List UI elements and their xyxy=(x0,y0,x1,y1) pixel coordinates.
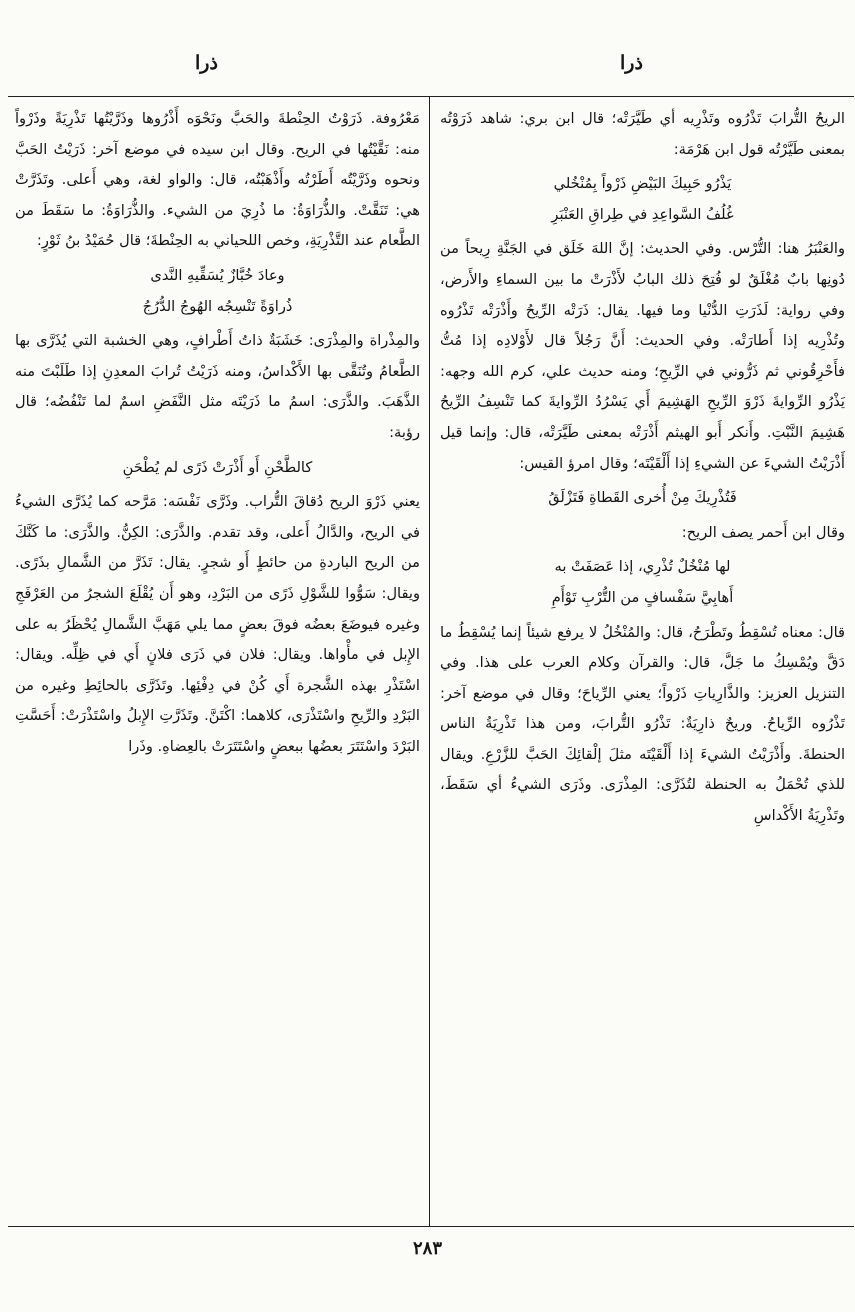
paragraph: يعني ذَرْوَ الريح دُقاقَ التُّراب. وذَرَّى نَفْسَه: مَرَّحه كما يُذَرَّى الشيءُ في الريح، والدَّالُ أَعلى، وقد تقدم. والذَّرَى: الكِنُّ. والذَّرَى: ما كَنَّكَ من الريح الباردةِ من حائطٍ أَو شجرٍ. يقال: تَذَرَّ من الشَّمالِ بذَرًى. ويقال: سَوُّوا للشَّوْلِ ذَرًى من البَرْدِ، وهو أَن يُقْلَعَ الشجرُ من العَرْفَجِ وغيره فيوضَعَ بعضُه فوقَ بعضٍ مما يلي مَهَبَّ الشَّمالِ يُحْظَرُ به على الإِبل في مأْواها. ويقال: فلان في ذَرَى فلانٍ أَي في ظِلِّه. ويقال: اسْتَذْرِ بهذه الشَّجرة أَي كُنْ في دِفْئِها. وتَذَرَّى بالحائِطِ وغيره من البَرْدِ والرِّيحِ واسْتَذْرَى، كلاهما: اكْتَنَّ. وتَذَرَّتِ الإِبلُ واسْتَذْرَتْ: أَحَسَّتِ البَرْدَ واسْتَتَرَ بعضُها ببعضٍ واسْتَتَرَتْ بالعِضاهِ. وذَرا xyxy=(15,493,420,755)
verse-line: كالطَّحْنِ أَو أَذْرَتْ ذَرًى لم يُطْحَنِ xyxy=(122,458,313,476)
paragraph: قال: معناه تُسْقِطُ وتَطْرَحُ، قال: والمُنْخُلُ لا يرفع شيئاً إنما يُسْقِطُ ما دَقَّ ويُمْسِكُ ما جَلَّ، قال: والقرآن وكلام العرب على هذا. وفي التنزيل العزيز: والذَّارِياتِ ذَرْواً؛ يعني الرِّياحَ؛ وقال في موضع آخر: تَذْرُوه الرِّياحُ. وريحٌ ذارِيَةٌ: تَذْرُو التُّرابَ، ومن هذا تَذْرِيَةُ الناس الحنطةَ. وأَذْرَيْتُ الشيءَ إذا أَلْقَيْتَه مثلَ إلْقائِكَ الحَبَّ للزَّرْعِ. ويقال للذي تُحْمَلُ به الحنطة لتُذَرَّى: المِذْرَى. وذَرَى الشيءُ أي سَقَطَ، وتَذْرِيَةُ الأَكْداسِ xyxy=(440,623,845,825)
paragraph: الريحُ التُّرابَ تَذْرُوه وتَذْرِيه أي طَيَّرَتْه؛ قال ابن بري: شاهد ذَرَوْتُه بمعنى طَيَّرْتُه قول ابن هَرْمَة: xyxy=(440,110,845,158)
column-divider xyxy=(429,97,430,1226)
verse-line: فَتُذْرِيكَ مِنْ أُخرى القَطاةِ فَتَزْلَقُ xyxy=(548,489,737,507)
header-rule xyxy=(8,96,854,97)
paragraph: وقال ابن أَحمر يصف الريح: xyxy=(681,523,845,541)
verse-line: غُلُفُ السَّواعِدِ في طِراقِ العَنْبَرِ xyxy=(551,205,734,223)
paragraph: والعَنْبَرُ هنا: التُّرْس. وفي الحديث: إنَّ اللهَ خَلَق في الجَنَّةِ رِيحاً من دُونِها بابٌ مُغْلَقٌ لو فُتِحَ ذلك البابُ لأَذْرَتْ ما بين السماءِ والأَرض، وفي رواية: لَذَرَتِ الدُّنْيا وما فيها. يقال: ذَرَتْه الرِّيحُ وأَذْرَتْه تَذْرُوه وتُذْرِيه إذا أَطارَتْه. وفي الحديث: أَنَّ رَجُلاً قال لأَوْلادِه إذا مُتُّ فأَحْرِقُوني ثم ذَرُّوني في الرِّيحِ؛ ومنه حديث علي، كرم الله وجهه: يَذْرُو الرِّوايةَ ذَرْوَ الرِّيحِ الهَشِيمَ أَي يَسْرُدُ الرِّوايةَ كما تَنْسِفُ الرِّيحُ هَشِيمَ النَّبْتِ. وأَنكر أَبو الهيثم أَذْرَتْه بمعنى طَيَّرَتْه، قال: وإنما قيل أَذْرَيْتُ الشيءَ عن الشيءِ إذا أَلْقَيْتَه؛ وقال امرؤ القيس: xyxy=(440,240,845,472)
footer-rule xyxy=(8,1226,854,1227)
verse-block xyxy=(440,552,845,613)
verse-block xyxy=(440,169,845,230)
verse-line: يَذْرُو حَبِيكَ البَيْضِ ذَرْواً بِمُنْخُلي xyxy=(553,175,732,193)
verse-block xyxy=(440,483,845,514)
verse-block xyxy=(15,453,420,484)
running-header-left: ذرا xyxy=(195,52,218,74)
verse-block xyxy=(15,261,420,322)
verse-line: ذُراوَةً تَنْسِجُه الهُوجُ الدُّرُجُ xyxy=(142,297,293,315)
running-header-right: ذرا xyxy=(620,52,643,74)
verse-line: وعادَ خُبَّازٌ يُسَقِّيهِ النَّدى xyxy=(150,266,285,284)
paragraph: مَعْرُوفة. ذَرَوْتُ الحِنْطةَ والحَبَّ ونَحْوَه أَذْرُوها وذَرَّيْتُها تَذْرِيَةً وذَرْواً منه: نَقَّيْتُها في الريح. وقال ابن سيده في موضع آخر: ذَرَيْتُ الحَبَّ ونحوه وذَرَّيْتُه أَطَرْتُه وأَذْهَبْتُه، قال: والواو لغة، وهي أَعلى. وتَذَرَّتْ هي: تَنَقَّتْ. والذُّرَاوَةُ: ما ذُرِيَ من الشيء. والذُّرَاوَةُ: ما سَقَطَ من الطَّعام عند التَّذْرِيَةِ، وخص اللحياني به الحِنْطةَ؛ قال حُمَيْدُ بنُ ثَوْرٍ: xyxy=(15,110,420,250)
paragraph: والمِذْراة والمِذْرَى: خَشَبَةٌ ذاتُ أَطْرافٍ، وهي الخشبة التي يُذَرَّى بها الطَّعامُ وتُنَقَّى بها الأَكْداسُ، ومنه ذَرَيْتُ تُرابَ المعدِنِ إذا طَلَبْتَ منه الذَّهَبَ. والذَّرَى: اسمُ ما ذَرَيْتَه مثل النَّفَضِ اسمٌ لما تَنْفُضُه؛ قال رؤبة: xyxy=(15,332,420,441)
verse-line: لها مُنْخُلٌ تُذْرِي، إذا عَصَفَتْ به xyxy=(554,558,731,576)
left-column xyxy=(15,104,420,762)
verse-line: أَهابِيَّ سَفْسافٍ من التُّرْبِ تَوْأَمِ xyxy=(551,588,734,606)
page-number: ٢٨٣ xyxy=(412,1238,442,1259)
right-column xyxy=(440,104,845,832)
